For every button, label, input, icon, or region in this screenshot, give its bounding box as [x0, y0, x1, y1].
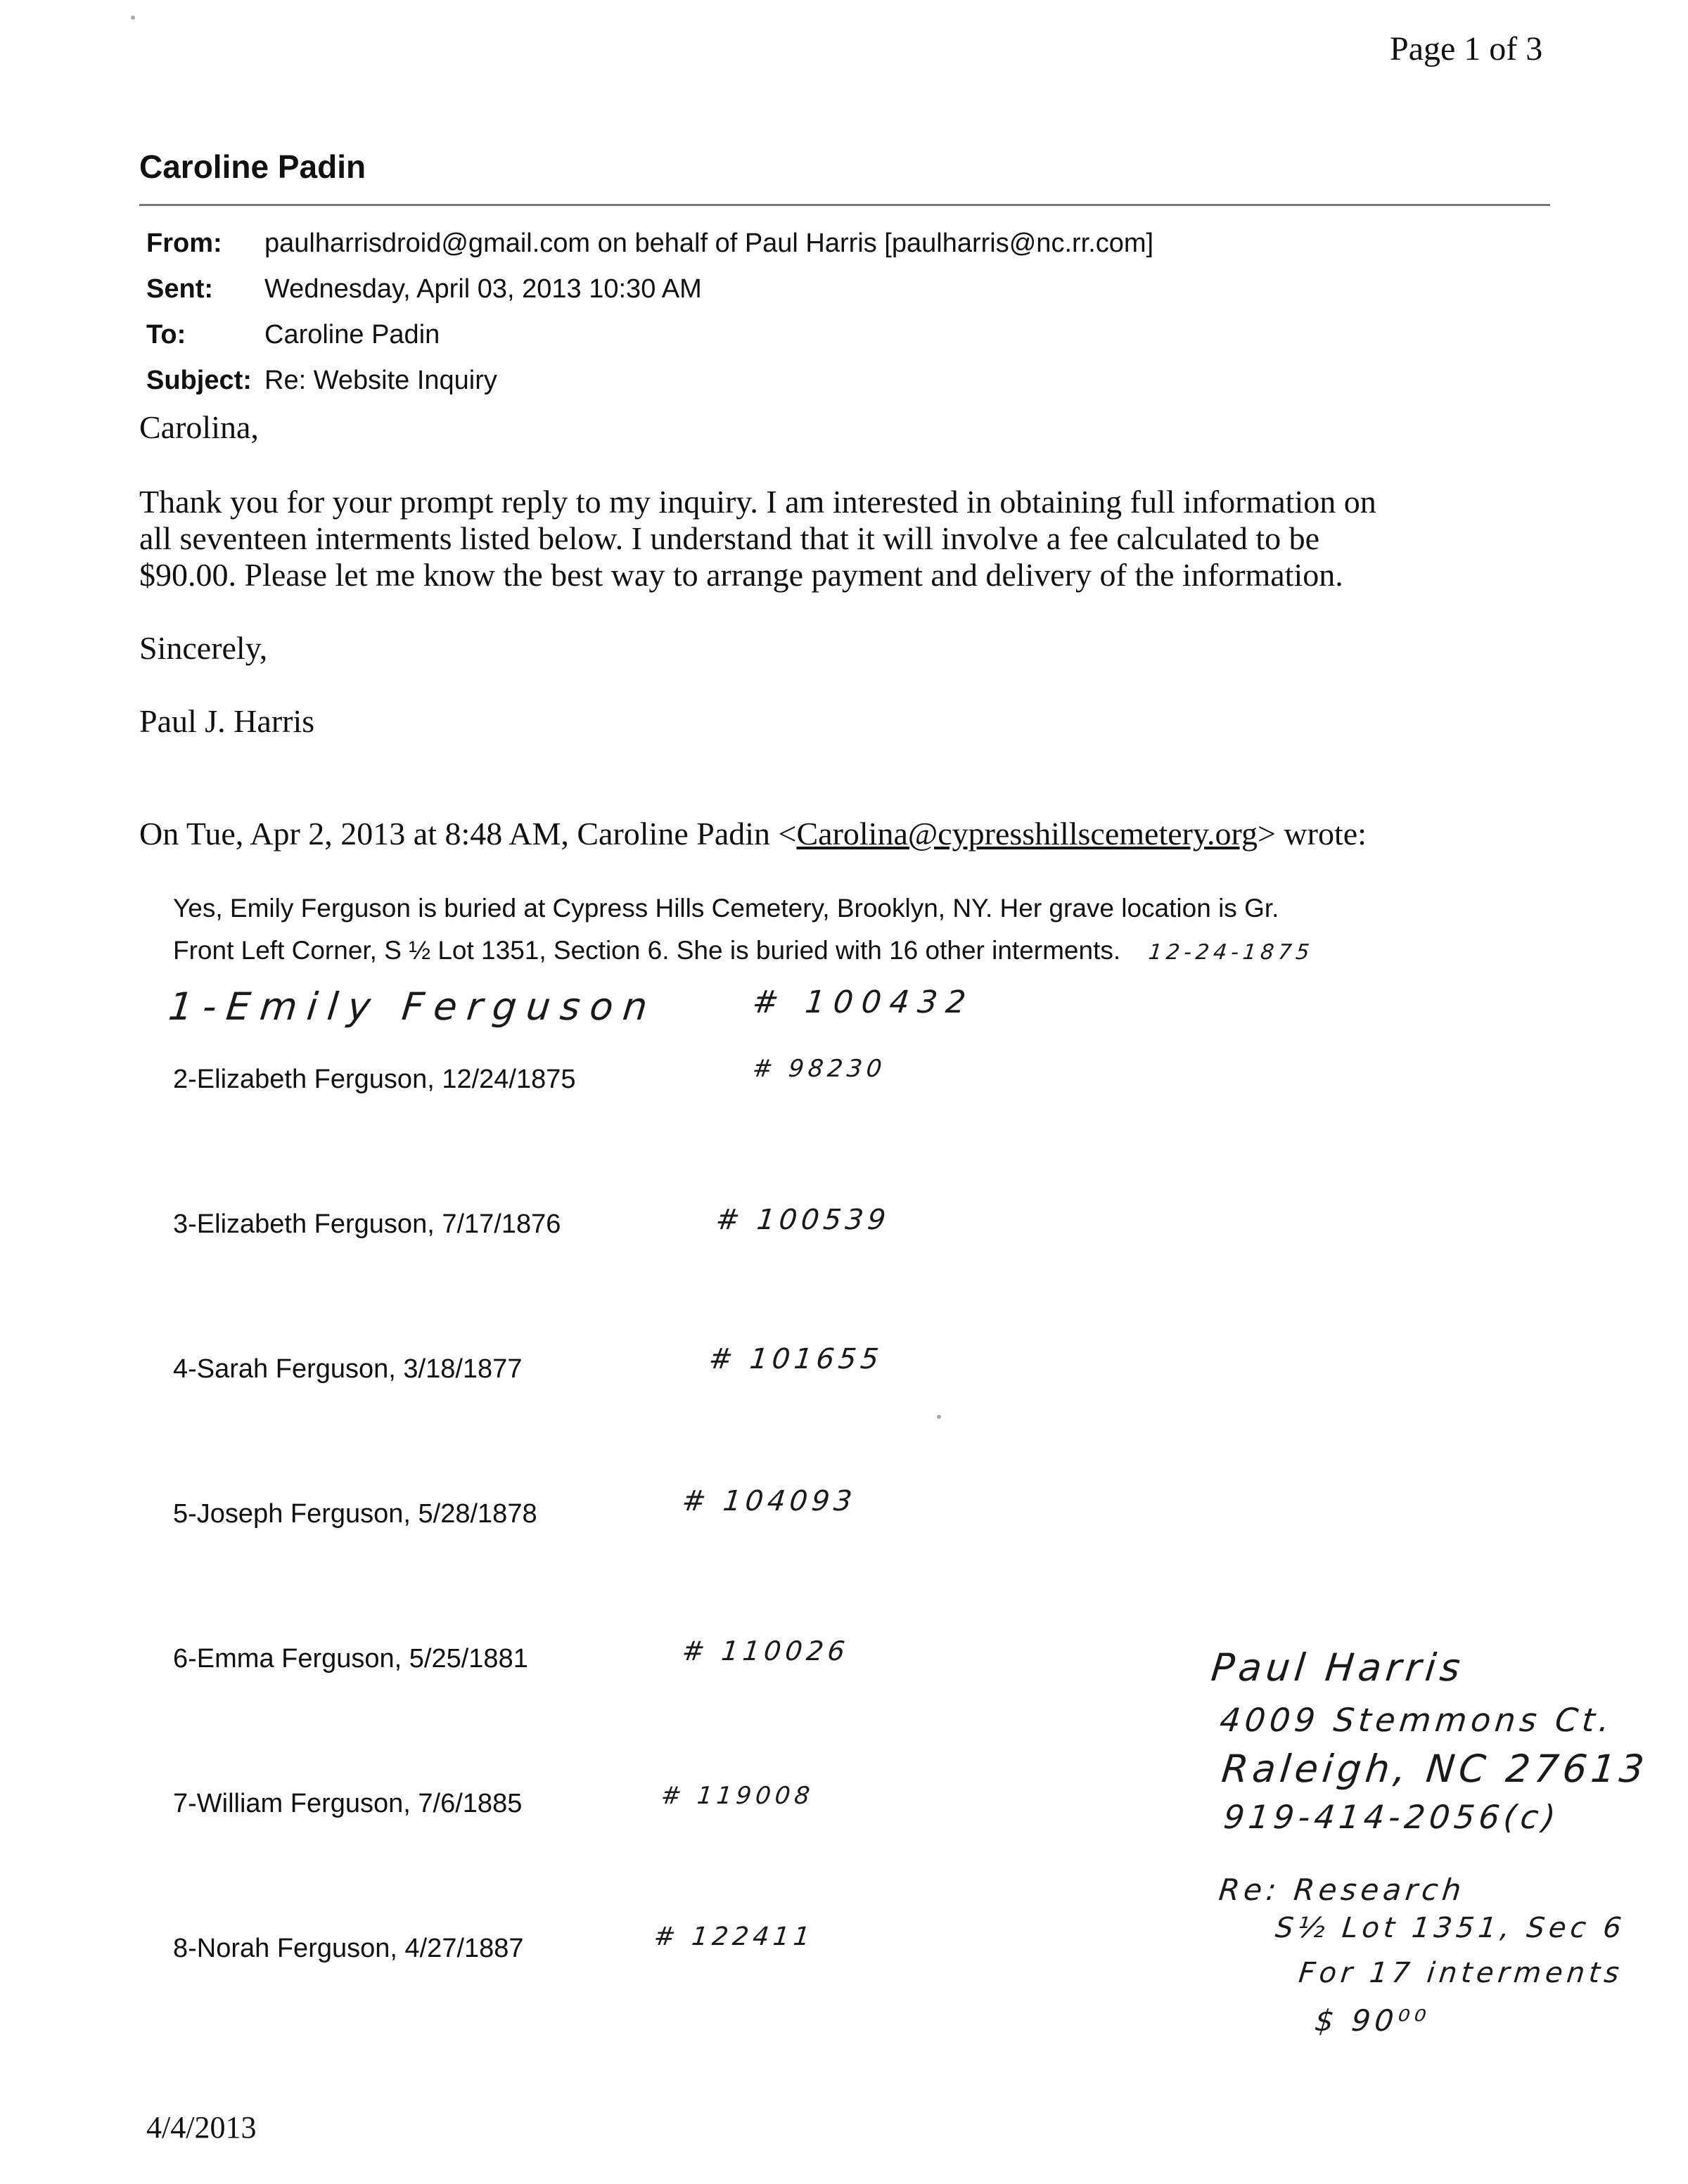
- sent-label: Sent:: [146, 274, 213, 304]
- interment-number: # 100432: [750, 984, 976, 1020]
- signature: Paul J. Harris: [139, 703, 315, 739]
- interment-number: # 122411: [652, 1922, 816, 1951]
- quote-intro: [139, 816, 1367, 852]
- list-item: 8-Norah Ferguson, 4/27/1887: [173, 1934, 524, 1963]
- interment-number: # 100539: [714, 1204, 892, 1236]
- interment-number: # 104093: [680, 1485, 858, 1517]
- from-label: From:: [146, 229, 222, 258]
- address-name: Paul Harris: [1209, 1645, 1467, 1690]
- research-note-line-3: For 17 interments: [1297, 1957, 1625, 1989]
- page-number: Page 1 of 3: [1390, 30, 1543, 68]
- quoted-message: [173, 887, 1314, 974]
- list-item: 2-Elizabeth Ferguson, 12/24/1875: [173, 1065, 576, 1094]
- to-label: To:: [146, 320, 186, 349]
- research-note-line-2: S½ Lot 1351, Sec 6: [1274, 1912, 1628, 1944]
- scan-speck: [131, 15, 135, 20]
- to-value: Caroline Padin: [264, 320, 440, 349]
- quote-email-link[interactable]: Carolina@cypresshillscemetery.org: [796, 816, 1258, 852]
- list-item: 6-Emma Ferguson, 5/25/1881: [173, 1644, 528, 1674]
- body-line-2: all seventeen interments listed below. I understand that it will involve a fee calculated to be: [139, 520, 1320, 556]
- quoted-line-2: [173, 930, 1314, 974]
- list-item: 3-Elizabeth Ferguson, 7/17/1876: [173, 1209, 561, 1239]
- body-line-3: $90.00. Please let me know the best way to arrange payment and delivery of the information.: [139, 557, 1343, 593]
- interment-number: # 98230: [750, 1055, 888, 1083]
- research-note-fee: $ 90⁰⁰: [1313, 2003, 1432, 2038]
- address-city: Raleigh, NC 27613: [1219, 1747, 1651, 1791]
- handwritten-date: 12-24-1875: [1147, 940, 1315, 965]
- scan-speck: [937, 1415, 941, 1419]
- research-note-line-1: Re: Research: [1217, 1873, 1467, 1907]
- header-divider: [139, 204, 1550, 206]
- subject-value: Re: Website Inquiry: [264, 366, 497, 395]
- address-street: 4009 Stemmons Ct.: [1217, 1701, 1616, 1739]
- subject-label: Subject:: [146, 366, 252, 395]
- closing: Sincerely,: [139, 630, 268, 666]
- list-item: 1-Emily Ferguson: [166, 984, 660, 1029]
- quote-intro-suffix: > wrote:: [1257, 816, 1367, 852]
- sent-value: Wednesday, April 03, 2013 10:30 AM: [264, 274, 702, 304]
- footer-date: 4/4/2013: [146, 2110, 257, 2145]
- quoted-line-1: Yes, Emily Ferguson is buried at Cypress Hills Cemetery, Brooklyn, NY. Her grave location is Gr.: [173, 894, 1279, 923]
- list-item: 5-Joseph Ferguson, 5/28/1878: [173, 1499, 537, 1529]
- from-value: paulharrisdroid@gmail.com on behalf of Paul Harris [paulharris@nc.rr.com]: [264, 229, 1154, 258]
- address-phone: 919-414-2056(c): [1222, 1798, 1561, 1836]
- interment-number: # 110026: [680, 1636, 851, 1666]
- quote-intro-prefix: On Tue, Apr 2, 2013 at 8:48 AM, Caroline Padin <: [139, 816, 797, 852]
- interment-number: # 101655: [707, 1343, 885, 1375]
- salutation: Carolina,: [139, 409, 259, 445]
- list-item: 4-Sarah Ferguson, 3/18/1877: [173, 1354, 523, 1384]
- body-line-1: Thank you for your prompt reply to my inquiry. I am interested in obtaining full information on: [139, 484, 1376, 520]
- interment-number: # 119008: [659, 1782, 816, 1810]
- sender-name: Caroline Padin: [139, 148, 366, 185]
- handwritten-address: [1172, 1645, 1661, 2043]
- quoted-line-2-text: Front Left Corner, S ½ Lot 1351, Section 6. She is buried with 16 other interments.: [173, 936, 1121, 965]
- list-item: 7-William Ferguson, 7/6/1885: [173, 1789, 523, 1818]
